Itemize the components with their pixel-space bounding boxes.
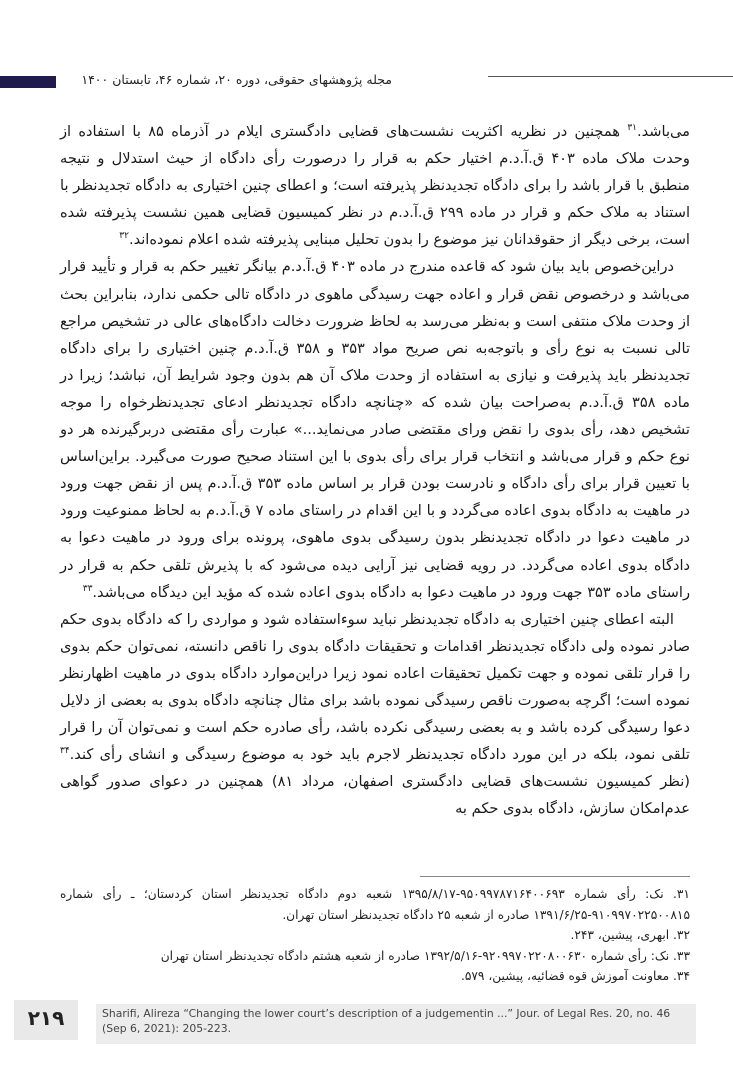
footnote-ref-32: ۳۲ xyxy=(119,231,129,242)
footnote-ref-33: ۳۳ xyxy=(82,583,93,594)
paragraph-2 xyxy=(60,253,690,605)
paragraph-2-text: دراین‌خصوص باید بیان شود که قاعده مندرج در ماده ۴۰۳ ق.آ.د.م بیانگر تغییر حکم به قرار و تأیید قرار می‌باشد و درخصوص نقض قرار و اعاده جهت رسیدگی ماهوی در دادگاه تالی حکمی ندارد، بنابراین بحث از وحدت ملاک منتفی است و به‌نظر می‌رسد به لحاظ ضرورت دخالت دادگاه‌های عالی در تشخیص مراجع تالی نسبت به نوع رأی و باتوجه‌به نص صریح مواد ۳۵۳ و ۳۵۸ ق.آ.د.م چنین اختیاری را برای دادگاه تجدیدنظر باید پذیرفت و نیازی به استفاده از وحدت ملاک آن هم بدون وجود شرایط آن، نباشد؛ زیرا در ماده ۳۵۸ ق.آ.د.م به‌صراحت بیان شده که «چنانچه دادگاه تجدیدنظر ادعای تجدیدنظرخواه را موجه تشخیص دهد، رأی بدوی را نقض ورای مقتضی صادر می‌نماید...» عبارت رأی مقتضی دربرگیرنده هر دو نوع حکم و قرار می‌باشد و انتخاب قرار برای رأی بدوی با این استناد صحیح صورت می‌گیرد. براین‌اساس با تعیین قرار برای رأی دادگاه و نادرست بودن قرار بر اساس ماده ۳۵۳ ق.آ.د.م پس از نقض جهت ورود در ماهیت به دادگاه بدوی اعاده می‌گردد و با این اقدام در راستای ماده ۷ ق.آ.د.م به لحاظ ممنوعیت ورود در ماهیت دعوا در دادگاه تجدیدنظر بدون رسیدگی بدوی ماهوی، پرونده برای ورود در ماهیت دعوا به دادگاه بدوی اعاده می‌گردد. در رویه قضایی نیز آرایی دیده می‌شود که با پذیرش تلقی حکم به قرار در راستای ماده ۳۵۳ جهت ورود در ماهیت دعوا به دادگاه بدوی اعاده شده که مؤید این دیدگاه می‌باشد. xyxy=(60,258,691,601)
header-rule xyxy=(488,76,733,77)
paragraph-1-text: همچنین در نظریه اکثریت نشست‌های قضایی دادگستری ایلام در آذرماه ۸۵ با استفاده از وحدت ملاک ماده ۴۰۳ ق.آ.د.م اختیار حکم به قرار را درصورت رأی دادگاه از حیث استدلال و نتیجه منطبق با قرار باشد را برای دادگاه تجدیدنظر پذیرفته است؛ و اعطای چنین اختیاری به دادگاه تجدیدنظر با استناد به ملاک حکم و قرار در ماده ۲۹۹ ق.آ.د.م در نظر کمیسیون قضایی همین نشست پذیرفته شده است، برخی دیگر از حقوقدانان نیز موضوع را بدون تحلیل مبنایی پذیرفته شده اعلام نموده‌اند. xyxy=(60,123,690,249)
citation: Sharifi, Alireza “Changing the lower court’s description of a judgementin ...” Jour. of Legal Res. 20, no. 46 (Sep 6, 2021): 205-223. xyxy=(96,1004,696,1044)
page-footer xyxy=(0,1000,733,1060)
paragraph-1-start: می‌باشد. xyxy=(636,123,691,140)
journal-title: مجله پژوهشهای حقوقی، دوره ۲۰، شماره ۴۶، تابستان ۱۴۰۰ xyxy=(81,72,392,87)
header-accent-bar xyxy=(0,76,56,88)
page-number: ۲۱۹ xyxy=(27,1006,65,1030)
page-header xyxy=(0,68,733,98)
footnote-33: ۳۳. نک: رأی شماره ۹۲۰۹۹۷۰۲۲۰۸۰۰۶۳۰-۱۳۹۲/۵/۱۶ صادره از شعبه هشتم دادگاه تجدیدنظر استان تهران xyxy=(160,948,690,963)
page-number-box xyxy=(14,1000,78,1040)
footnote-31: ۳۱. نک: رأی شماره ۹۵۰۹۹۷۸۷۱۶۴۰۰۶۹۳-۱۳۹۵/۸/۱۷ شعبه دوم دادگاه تجدیدنظر استان کردستان؛ ـ رأی شماره ۹۱۰۹۹۷۰۲۲۵۰۰۸۱۵-۱۳۹۱/۶/۲۵ صادره از شعبه ۲۵ دادگاه تجدیدنظر استان تهران. xyxy=(60,887,690,922)
paragraph-3 xyxy=(60,606,690,823)
footnote-32: ۳۲. ابهری، پیشین، ۲۴۳. xyxy=(570,928,690,942)
footnote-ref-34: ۳۴ xyxy=(60,746,70,757)
footnote-ref-31: ۳۱ xyxy=(627,123,637,134)
footnotes xyxy=(60,884,690,987)
footnote-34: ۳۴. معاونت آموزش قوه قضائیه، پیشین، ۵۷۹. xyxy=(460,969,690,983)
paragraph-3-text-end: (نظر کمیسیون نشست‌های قضایی دادگستری اصفهان، مرداد ۸۱) همچنین در دعوای صدور گواهی عدم‌امکان سازش، دادگاه بدوی حکم به xyxy=(60,773,690,818)
footnotes-divider xyxy=(420,876,690,877)
paragraph-3-text: البته اعطای چنین اختیاری به دادگاه تجدیدنظر نباید سوءاستفاده شود و مواردی را که دادگاه بدوی حکم صادر نموده ولی دادگاه تجدیدنظر اقدامات و تحقیقات دادگاه بدوی را ناقص دانسته، نمی‌توان حکم بدوی را قرار تلقی نموده و جهت تکمیل تحقیقات اعاده نمود زیرا دراین‌موارد دادگاه بدوی در ماهیت اظهارنظر نموده است؛ اگرچه به‌صورت ناقص رسیدگی نموده باشد برای مثال چنانچه دادگاه بدوی به بعضی از دلایل دعوا رسیدگی کرده باشد و به بعضی رسیدگی نکرده باشد، رأی صادره حکم است و نمی‌توان آن را قرار تلقی نمود، بلکه در این مورد دادگاه تجدیدنظر لاجرم باید خود به موضوع رسیدگی و انشای رأی کند. xyxy=(60,610,690,764)
paragraph-1 xyxy=(60,118,690,253)
main-text xyxy=(60,118,690,822)
